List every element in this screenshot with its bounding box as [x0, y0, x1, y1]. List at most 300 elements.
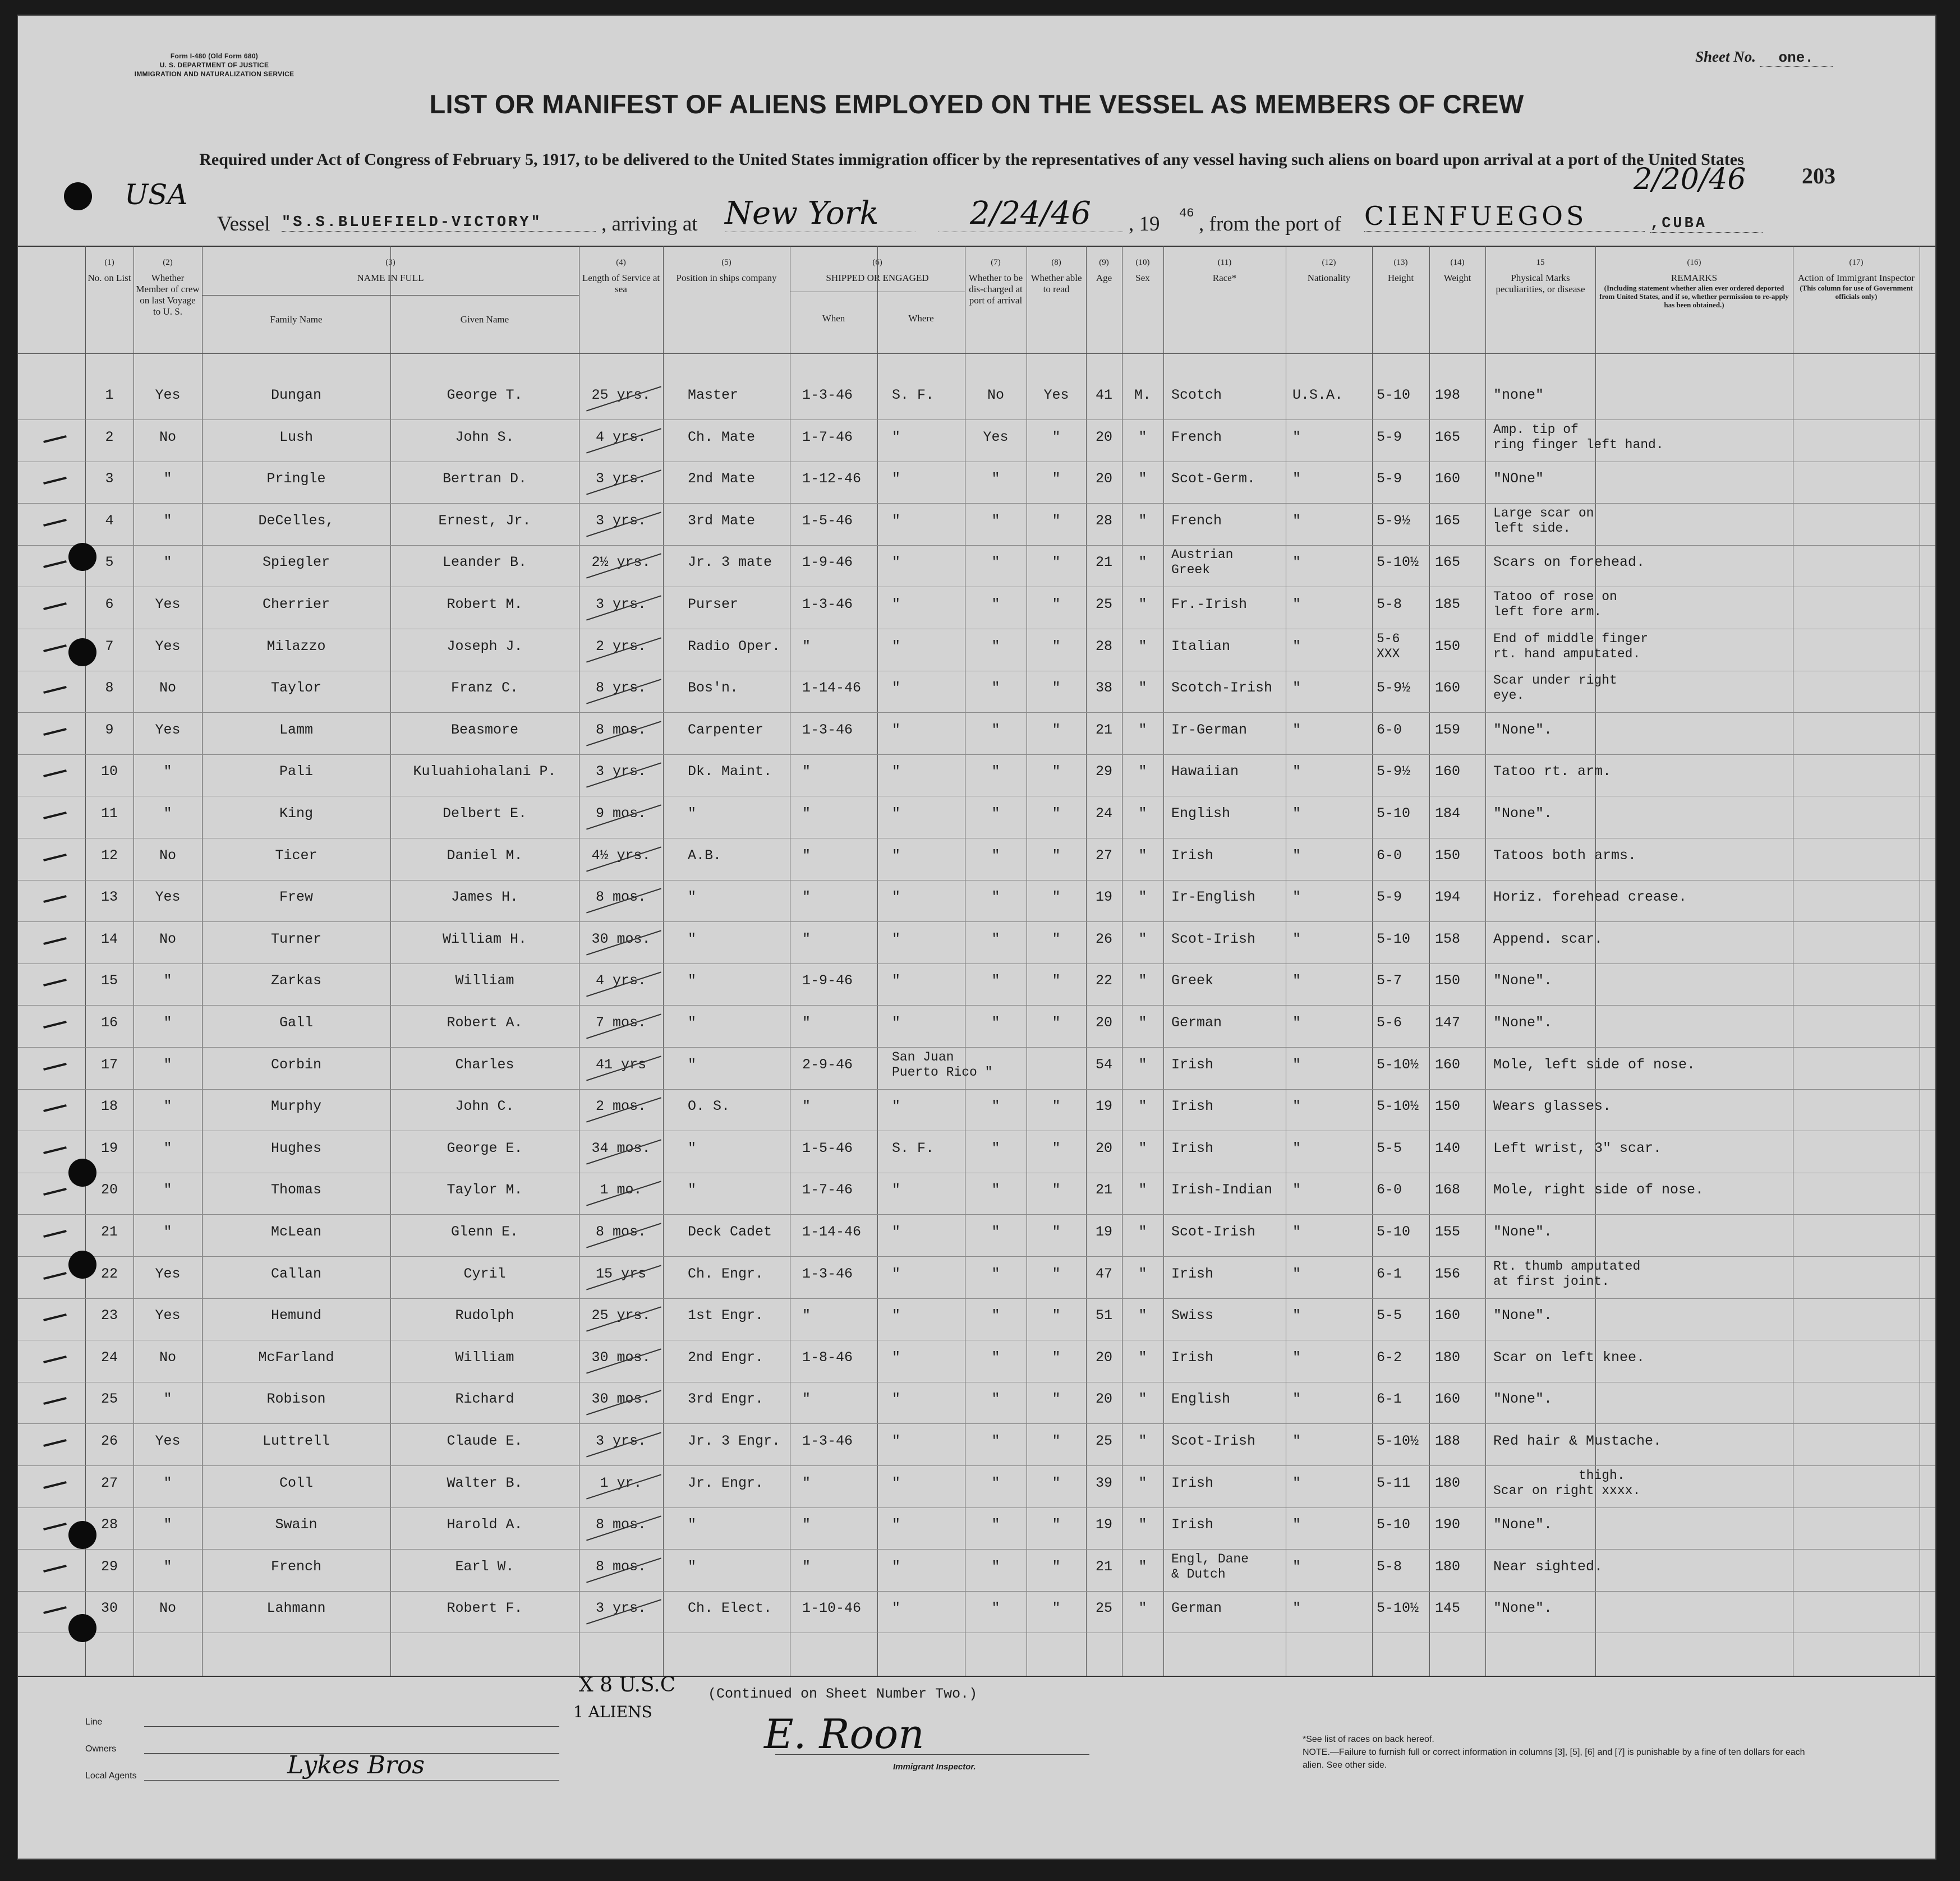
- cell-service: 15 yrs: [595, 1265, 646, 1282]
- check-tick-mark: [43, 728, 67, 736]
- cell-weight: 140: [1435, 1140, 1461, 1156]
- cell-when: 1-7-46: [802, 1182, 853, 1198]
- crew-row: [18, 1298, 1935, 1340]
- cell-nationality: ": [1292, 1474, 1301, 1491]
- cell-marks: Tatoos both arms.: [1493, 847, 1637, 864]
- check-tick-mark: [43, 937, 67, 945]
- cell-sex: ": [1138, 1433, 1147, 1449]
- cell-marks: "None".: [1493, 1224, 1553, 1240]
- cell-member: No: [159, 930, 176, 947]
- cell-nationality: ": [1292, 1182, 1301, 1198]
- cell-height: 5-9: [1377, 889, 1402, 906]
- department: U. S. DEPARTMENT OF JUSTICE: [159, 61, 269, 69]
- cell-weight: 150: [1435, 638, 1461, 654]
- cell-member: ": [163, 805, 172, 822]
- cell-weight: 147: [1435, 1015, 1461, 1031]
- cell-weight: 145: [1435, 1600, 1461, 1617]
- cell-given: Robert F.: [447, 1600, 523, 1617]
- cell-marks: Red hair & Mustache.: [1493, 1433, 1662, 1449]
- cell-position: ": [688, 1182, 697, 1198]
- cell-nationality: ": [1292, 1391, 1301, 1408]
- cell-service: 4 yrs.: [595, 428, 646, 445]
- check-tick-mark: [43, 435, 67, 443]
- cell-member: ": [163, 1056, 172, 1073]
- cell-position: ": [688, 1056, 697, 1073]
- cell-sex: ": [1138, 1224, 1147, 1240]
- cell-no: 2: [105, 428, 114, 445]
- cell-weight: 155: [1435, 1224, 1461, 1240]
- cell-service: 3 yrs.: [595, 1600, 646, 1617]
- cell-age: 39: [1095, 1474, 1112, 1491]
- cell-position: Radio Oper.: [688, 638, 781, 654]
- cell-read: ": [1052, 1015, 1061, 1031]
- check-tick-mark: [43, 1104, 67, 1112]
- cell-height: 5-5: [1377, 1307, 1402, 1324]
- inspector-signature: E. Roon: [764, 1711, 924, 1758]
- cell-when: ": [802, 638, 811, 654]
- handwritten-alien-count: 1 ALIENS: [573, 1703, 652, 1721]
- cell-given: Joseph J.: [447, 638, 523, 654]
- cell-when: 1-9-46: [802, 972, 853, 989]
- cell-service: 8 mos.: [595, 1224, 646, 1240]
- crew-row: [18, 1424, 1935, 1466]
- cell-when: ": [802, 889, 811, 906]
- cell-where: ": [892, 930, 901, 947]
- cell-no: 22: [100, 1265, 118, 1282]
- cell-family: Turner: [270, 930, 321, 947]
- cell-family: Lush: [279, 428, 313, 445]
- punch-hole: [68, 543, 96, 571]
- punch-hole: [68, 638, 96, 666]
- header-name: (3) NAME IN FULL Family Name Given Name: [202, 247, 579, 354]
- header-family-name: Family Name: [270, 314, 323, 325]
- cell-discharge: ": [991, 972, 1000, 989]
- cell-read: ": [1052, 638, 1061, 654]
- cell-when: 1-3-46: [802, 387, 853, 403]
- cell-service: 8 yrs.: [595, 680, 646, 697]
- cell-nationality: ": [1292, 1140, 1301, 1156]
- cell-no: 27: [100, 1474, 118, 1491]
- cell-read: ": [1052, 1307, 1061, 1324]
- cell-nationality: ": [1292, 471, 1301, 487]
- check-tick-mark: [43, 979, 67, 986]
- cell-height: 6-0: [1377, 1182, 1402, 1198]
- punch-hole: [68, 1251, 96, 1279]
- continued-note: (Continued on Sheet Number Two.): [708, 1686, 978, 1702]
- line-field: [144, 1726, 559, 1727]
- cell-no: 11: [100, 805, 118, 822]
- cell-given: Glenn E.: [450, 1224, 519, 1240]
- cell-read: ": [1052, 1182, 1061, 1198]
- header-given-name: Given Name: [460, 314, 509, 325]
- cell-where: ": [892, 763, 901, 780]
- cell-age: 29: [1095, 763, 1112, 780]
- local-agents-value: Lykes Bros: [287, 1751, 425, 1779]
- cell-race: Irish: [1171, 1349, 1214, 1366]
- cell-service: 2 mos.: [595, 1098, 646, 1115]
- cell-height: 5-9½: [1377, 680, 1411, 697]
- cell-sex: ": [1138, 1558, 1147, 1575]
- cell-race: Irish: [1171, 1265, 1214, 1282]
- cell-no: 3: [105, 471, 114, 487]
- cell-when: 1-8-46: [802, 1349, 853, 1366]
- cell-position: Dk. Maint.: [688, 763, 772, 780]
- cell-nationality: ": [1292, 1558, 1301, 1575]
- cell-family: Pringle: [266, 471, 326, 487]
- cell-member: No: [159, 680, 176, 697]
- header-member: (2) Whether Member of crew on last Voyage to U. S.: [136, 258, 200, 317]
- check-tick-mark: [43, 1313, 67, 1321]
- cell-no: 20: [100, 1182, 118, 1198]
- cell-when: 1-3-46: [802, 1433, 853, 1449]
- cell-member: No: [159, 1349, 176, 1366]
- departure-country: ,CUBA: [1650, 212, 1763, 233]
- cell-sex: ": [1138, 1391, 1147, 1408]
- departure-port: CIENFUEGOS: [1364, 201, 1645, 232]
- cell-position: ": [688, 1516, 697, 1533]
- cell-where: S. F.: [892, 387, 935, 403]
- cell-height: 5-6: [1377, 1015, 1402, 1031]
- cell-read: Yes: [1043, 387, 1069, 403]
- cell-age: 51: [1095, 1307, 1112, 1324]
- cell-given: Franz C.: [450, 680, 519, 697]
- cell-member: Yes: [155, 387, 181, 403]
- cell-member: No: [159, 847, 176, 864]
- crew-row: [18, 713, 1935, 755]
- cell-given: Cyril: [463, 1265, 506, 1282]
- cell-height: 5-5: [1377, 1140, 1402, 1156]
- cell-race: English: [1171, 805, 1231, 822]
- from-port-label: , from the port of: [1199, 213, 1341, 236]
- cell-marks: "None".: [1493, 1391, 1553, 1408]
- cell-no: 9: [105, 721, 114, 738]
- cell-given: Rudolph: [455, 1307, 514, 1324]
- cell-read: ": [1052, 930, 1061, 947]
- cell-position: ": [688, 1015, 697, 1031]
- cell-read: ": [1052, 1600, 1061, 1617]
- cell-member: ": [163, 512, 172, 529]
- cell-age: 24: [1095, 805, 1112, 822]
- cell-family: Pali: [279, 763, 313, 780]
- crew-row: [18, 1591, 1935, 1633]
- cell-age: 25: [1095, 1433, 1112, 1449]
- manifest-sheet: [17, 15, 1936, 1860]
- cell-service: 3 yrs.: [595, 1433, 646, 1449]
- cell-discharge: ": [991, 1349, 1000, 1366]
- cell-read: ": [1052, 1433, 1061, 1449]
- cell-age: 21: [1095, 721, 1112, 738]
- cell-marks: Wears glasses.: [1493, 1098, 1612, 1115]
- cell-no: 4: [105, 512, 114, 529]
- cell-discharge: ": [991, 680, 1000, 697]
- crew-row: [18, 1382, 1935, 1424]
- cell-nationality: ": [1292, 847, 1301, 864]
- cell-read: ": [1052, 512, 1061, 529]
- cell-when: 1-3-46: [802, 1265, 853, 1282]
- crew-row: [18, 420, 1935, 462]
- cell-race: Irish: [1171, 1056, 1214, 1073]
- page-number: 203: [1802, 163, 1835, 188]
- cell-weight: 165: [1435, 554, 1461, 571]
- cell-member: ": [163, 1474, 172, 1491]
- cell-where: ": [892, 638, 901, 654]
- cell-family: McLean: [270, 1224, 321, 1240]
- cell-given: Robert M.: [447, 596, 523, 612]
- cell-race: Scotch: [1171, 387, 1222, 403]
- cell-age: 25: [1095, 596, 1112, 612]
- cell-when: ": [802, 1307, 811, 1324]
- cell-no: 19: [100, 1140, 118, 1156]
- cell-age: 47: [1095, 1265, 1112, 1282]
- cell-height: 5-10: [1377, 1516, 1411, 1533]
- cell-marks: Large scar on left side.: [1493, 505, 1594, 536]
- cell-member: ": [163, 1391, 172, 1408]
- cell-member: Yes: [155, 1265, 181, 1282]
- cell-height: 5-8: [1377, 1558, 1402, 1575]
- crew-row: [18, 1173, 1935, 1215]
- cell-family: Thomas: [270, 1182, 321, 1198]
- cell-race: Ir-English: [1171, 889, 1256, 906]
- cell-marks: Left wrist, 3" scar.: [1493, 1140, 1662, 1156]
- crew-row: [18, 671, 1935, 713]
- cell-family: Taylor: [270, 680, 321, 697]
- cell-race: Irish: [1171, 1474, 1214, 1491]
- cell-position: ": [688, 889, 697, 906]
- cell-where: ": [892, 889, 901, 906]
- punch-hole: [68, 1159, 96, 1187]
- header-read: (8) Whether able to read: [1030, 258, 1082, 294]
- cell-family: Dungan: [270, 387, 321, 403]
- cell-service: 1 mo.: [600, 1182, 642, 1198]
- cell-when: 1-5-46: [802, 512, 853, 529]
- crew-row: [18, 587, 1935, 629]
- cell-member: ": [163, 1224, 172, 1240]
- cell-service: 41 yrs: [595, 1056, 646, 1073]
- cell-weight: 190: [1435, 1516, 1461, 1533]
- cell-height: 5-9: [1377, 428, 1402, 445]
- header-remarks: (16) REMARKS (Including statement whether alien ever ordered deported from United States, and if so, whether permission to re-apply has been obtained.): [1599, 258, 1789, 309]
- crew-row: [18, 1550, 1935, 1592]
- cell-sex: ": [1138, 471, 1147, 487]
- cell-race: French: [1171, 428, 1222, 445]
- cell-when: ": [802, 1015, 811, 1031]
- cell-family: Coll: [279, 1474, 313, 1491]
- page-subtitle: Required under Act of Congress of February 5, 1917, to be delivered to the United States immigration officer by the representatives of any vessel having such aliens on board upon arrival at a port of the United States: [199, 150, 1744, 169]
- cell-marks: "None".: [1493, 1015, 1553, 1031]
- cell-when: ": [802, 847, 811, 864]
- crew-row: [18, 796, 1935, 838]
- cell-when: ": [802, 1098, 811, 1115]
- cell-weight: 160: [1435, 1391, 1461, 1408]
- cell-height: 5-10: [1377, 930, 1411, 947]
- cell-service: 9 mos.: [595, 805, 646, 822]
- arriving-label: , arriving at: [601, 213, 698, 236]
- cell-discharge: ": [991, 1224, 1000, 1240]
- owners-label: Owners: [85, 1744, 117, 1754]
- cell-family: Gall: [279, 1015, 313, 1031]
- cell-race: English: [1171, 1391, 1231, 1408]
- cell-position: ": [688, 972, 697, 989]
- cell-where: ": [892, 721, 901, 738]
- cell-weight: 184: [1435, 805, 1461, 822]
- cell-marks: "None".: [1493, 1516, 1553, 1533]
- cell-family: Callan: [270, 1265, 321, 1282]
- cell-age: 38: [1095, 680, 1112, 697]
- cell-given: George T.: [447, 387, 523, 403]
- cell-discharge: No: [987, 387, 1004, 403]
- cell-when: 1-12-46: [802, 471, 862, 487]
- cell-member: Yes: [155, 889, 181, 906]
- cell-sex: ": [1138, 1474, 1147, 1491]
- cell-position: Ch. Elect.: [688, 1600, 772, 1617]
- cell-age: 19: [1095, 1098, 1112, 1115]
- cell-when: 1-3-46: [802, 721, 853, 738]
- cell-age: 27: [1095, 847, 1112, 864]
- cell-family: Spiegler: [262, 554, 330, 571]
- handwritten-date: 2/20/46: [1634, 163, 1746, 196]
- cell-when: 1-9-46: [802, 554, 853, 571]
- check-tick-mark: [43, 1021, 67, 1029]
- cell-member: Yes: [155, 721, 181, 738]
- cell-race: Scot-Irish: [1171, 930, 1256, 947]
- check-tick-mark: [43, 686, 67, 694]
- cell-age: 41: [1095, 387, 1112, 403]
- check-tick-mark: [43, 1356, 67, 1363]
- cell-weight: 160: [1435, 1307, 1461, 1324]
- cell-service: 1 yr.: [600, 1474, 642, 1491]
- cell-service: 25 yrs.: [591, 1307, 651, 1324]
- cell-sex: ": [1138, 972, 1147, 989]
- cell-sex: ": [1138, 1098, 1147, 1115]
- cell-marks: End of middle finger rt. hand amputated.: [1493, 631, 1649, 661]
- cell-when: 1-3-46: [802, 596, 853, 612]
- cell-weight: 159: [1435, 721, 1461, 738]
- cell-height: 6-0: [1377, 847, 1402, 864]
- cell-sex: ": [1138, 1056, 1147, 1073]
- cell-height: 6-2: [1377, 1349, 1402, 1366]
- check-tick-mark: [43, 1523, 67, 1530]
- header-height: (13) Height: [1387, 258, 1414, 283]
- cell-sex: ": [1138, 596, 1147, 612]
- cell-when: ": [802, 1474, 811, 1491]
- cell-marks: "None".: [1493, 972, 1553, 989]
- check-tick-mark: [43, 1397, 67, 1405]
- cell-race: Scotch-Irish: [1171, 680, 1273, 697]
- header-when: When: [822, 313, 845, 324]
- cell-family: Zarkas: [270, 972, 321, 989]
- cell-family: McFarland: [258, 1349, 334, 1366]
- cell-weight: 180: [1435, 1349, 1461, 1366]
- cell-weight: 158: [1435, 930, 1461, 947]
- cell-when: 1-14-46: [802, 680, 862, 697]
- cell-position: Master: [688, 387, 739, 403]
- cell-member: No: [159, 428, 176, 445]
- cell-nationality: ": [1292, 1224, 1301, 1240]
- cell-service: 2 yrs.: [595, 638, 646, 654]
- cell-no: 18: [100, 1098, 118, 1115]
- cell-weight: 156: [1435, 1265, 1461, 1282]
- cell-no: 16: [100, 1015, 118, 1031]
- cell-nationality: ": [1292, 680, 1301, 697]
- service-name: IMMIGRATION AND NATURALIZATION SERVICE: [134, 70, 295, 78]
- header-rule: [18, 353, 1935, 354]
- cell-when: ": [802, 1391, 811, 1408]
- cell-position: Jr. Engr.: [688, 1474, 764, 1491]
- footer: [18, 1673, 1935, 1860]
- cell-where: San Juan Puerto Rico ": [892, 1049, 993, 1080]
- cell-sex: ": [1138, 805, 1147, 822]
- cell-given: Beasmore: [450, 721, 519, 738]
- cell-race: Greek: [1171, 972, 1214, 989]
- check-tick-mark: [43, 1272, 67, 1280]
- check-tick-mark: [43, 1606, 67, 1614]
- cell-marks: "none": [1493, 387, 1544, 403]
- cell-discharge: ": [991, 721, 1000, 738]
- cell-height: 6-0: [1377, 721, 1402, 738]
- crew-row: [18, 629, 1935, 671]
- cell-service: 8 mos.: [595, 721, 646, 738]
- header-shipped: (6) SHIPPED OR ENGAGED When Where: [790, 247, 965, 354]
- cell-no: 5: [105, 554, 114, 571]
- cell-race: Scot-Germ.: [1171, 471, 1256, 487]
- cell-member: Yes: [155, 1307, 181, 1324]
- cell-age: 20: [1095, 1349, 1112, 1366]
- punch-hole: [68, 1521, 96, 1549]
- cell-position: Ch. Engr.: [688, 1265, 764, 1282]
- crew-row: [18, 1006, 1935, 1048]
- footer-notes: [1303, 1733, 1807, 1772]
- cell-position: O. S.: [688, 1098, 730, 1115]
- cell-nationality: ": [1292, 1098, 1301, 1115]
- cell-service: 2½ yrs.: [591, 554, 651, 571]
- cell-marks: Scar on left knee.: [1493, 1349, 1645, 1366]
- cell-where: ": [892, 1391, 901, 1408]
- crew-row: [18, 1340, 1935, 1382]
- check-tick-mark: [43, 1188, 67, 1196]
- cell-discharge: ": [991, 1265, 1000, 1282]
- cell-where: ": [892, 1182, 901, 1198]
- crew-row: [18, 1131, 1935, 1173]
- cell-member: Yes: [155, 638, 181, 654]
- cell-read: ": [1052, 1391, 1061, 1408]
- cell-sex: ": [1138, 1140, 1147, 1156]
- page-title: LIST OR MANIFEST OF ALIENS EMPLOYED ON THE VESSEL AS MEMBERS OF CREW: [429, 89, 1524, 119]
- cell-family: DeCelles,: [258, 512, 334, 529]
- cell-family: Swain: [275, 1516, 318, 1533]
- header-physical-marks: 15 Physical Marks peculiarities, or disease: [1496, 258, 1585, 294]
- cell-given: James H.: [450, 889, 519, 906]
- cell-member: Yes: [155, 1433, 181, 1449]
- crew-row: [18, 754, 1935, 796]
- cell-read: ": [1052, 1098, 1061, 1115]
- cell-weight: 194: [1435, 889, 1461, 906]
- cell-nationality: ": [1292, 596, 1301, 612]
- arrival-date: 2/24/46: [938, 195, 1123, 232]
- cell-sex: ": [1138, 763, 1147, 780]
- cell-marks: Append. scar.: [1493, 930, 1603, 947]
- cell-family: Luttrell: [262, 1433, 330, 1449]
- vessel-label: Vessel: [217, 213, 270, 236]
- cell-no: 24: [100, 1349, 118, 1366]
- cell-family: Robison: [266, 1391, 326, 1408]
- cell-where: ": [892, 1307, 901, 1324]
- cell-when: 2-9-46: [802, 1056, 853, 1073]
- cell-member: ": [163, 1516, 172, 1533]
- cell-weight: 188: [1435, 1433, 1461, 1449]
- cell-sex: ": [1138, 428, 1147, 445]
- cell-discharge: ": [991, 554, 1000, 571]
- cell-service: 4 yrs.: [595, 972, 646, 989]
